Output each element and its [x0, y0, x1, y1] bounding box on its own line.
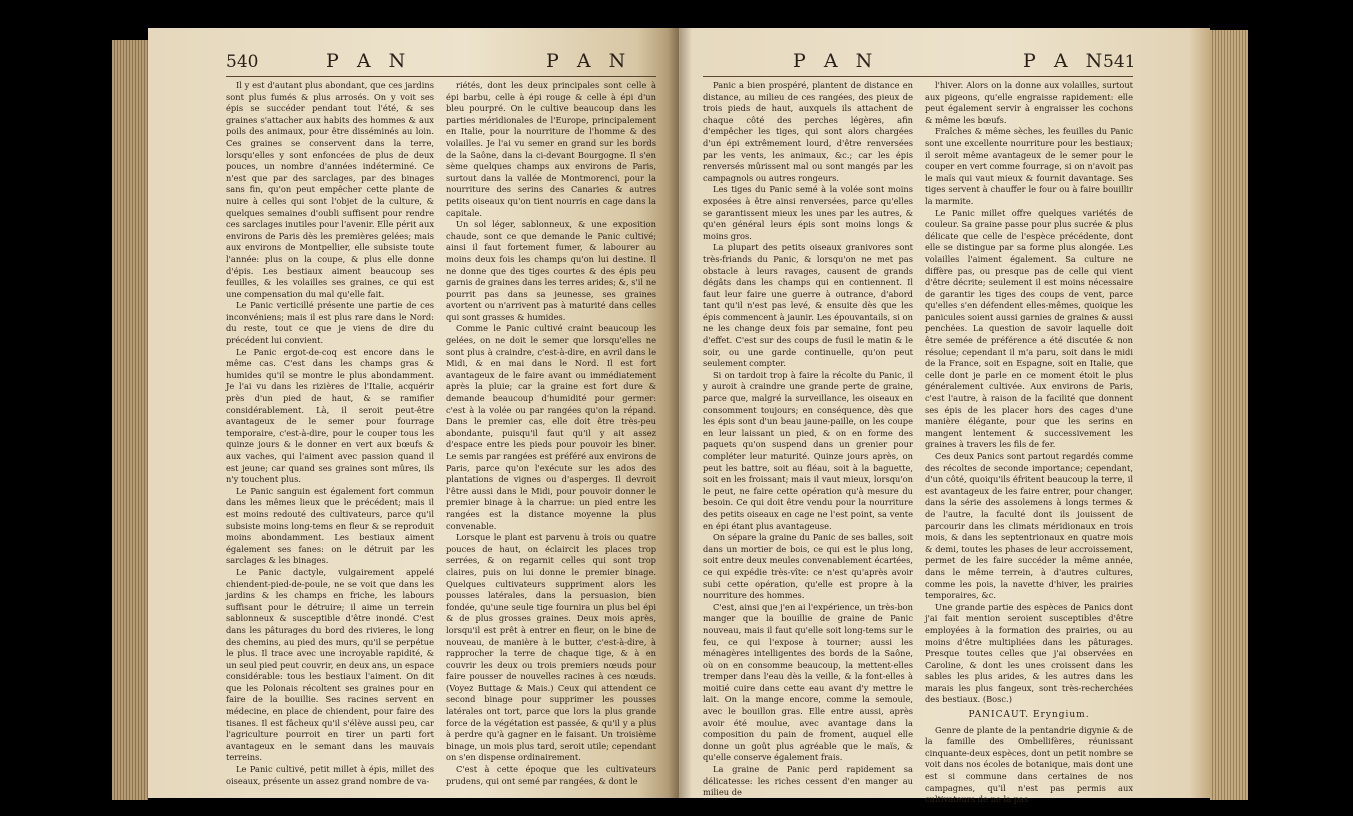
right-page	[679, 28, 1210, 805]
paragraph: Le Panic ergot-de-coq est encore dans le même cas. C'est dans les champs gras & humides qu'il se montre le plus abondamment. Je l'ai vu dans les rizières de l'Italie, acquérir près d'un pied de haut, & se ramifier considérablement. Là, il seroit peut-être avantageux de le semer pour fourrage temporaire, c'est-à-dire, pour le couper tous les quinze jours & le donner en vert aux bœufs & aux vaches, qui l'aiment avec passion quand il est jeune; car quand ses graines sont mûres, ils n'y touchent plus.	[226, 346, 434, 485]
paragraph: La graine de Panic perd rapidement sa délicatesse: les riches cessent d'en manger au milieu de	[703, 764, 913, 798]
paragraph: C'est à cette époque que les cultivateurs prudens, qui ont semé par rangées, & dont le	[446, 764, 656, 786]
paragraph: La plupart des petits oiseaux granivores sont très-friands du Panic, & lorsqu'on ne met pas obstacle à leurs ravages, causent de grands dégâts dans les champs qui en contiennent. Il faut leur faire une guerre à outrance, d'abord tant qu'il n'est pas levé, & ensuite dès que les épis commencent à jaunir. Les épouvantails, si on ne les change deux fois par semaine, font peu d'effet. C'est sur des coups de fusil le matin & le soir, ou une garde continuelle, qu'on peut seulement compter.	[703, 242, 913, 369]
paragraph: Le Panic cultivé, petit millet à épis, millet des oiseaux, présente un assez grand nombre de va-	[226, 764, 434, 786]
paragraph: l'hiver. Alors on la donne aux volailles, surtout aux pigeons, qu'elle engraisse rapidement: elle peut également servir à engraisser les cochons & même les bœufs.	[925, 80, 1133, 125]
paragraph: Si on tardoit trop à faire la récolte du Panic, il y auroit à craindre une grande perte de graine, parce que, malgré la surveillance, les oiseaux en consomment toujours; en conséquence, dès que les épis sont d'un beau jaune-paille, on les coupe en leur laissant un pied, & on en forme des paquets qu'on suspend dans un grenier pour compléter leur maturité. Quinze jours après, on peut les battre, soit au fléau, soit à la baguette, soit en les froissant; mais il vaut mieux, lorsqu'on le peut, ne faire cette opération qu'à mesure du besoin. Ce qui doit être vendu pour la nourriture des petits oiseaux en cage ne l'est point, sa vente en épi étant plus avantageuse.	[703, 369, 913, 531]
paragraph: Ces deux Panics sont partout regardés comme des récoltes de seconde importance; cependant, d'un côté, quoiqu'ils éfritent beaucoup la terre, il est avantageux de les faire entrer, pour changer, dans la série des assolemens à longs termes & de l'autre, la faculté dont ils jouissent de parcourir dans les climats méridionaux en trois mois, & dans les septentrionaux en quatre mois & demi, toutes les phases de leur accroissement, permet de les faire succéder la même année, dans le même terrein, à d'autres cultures, comme les pois, la navette d'hiver, les prairies temporaires, &c.	[925, 451, 1133, 601]
left-head-pan-2: P A N	[546, 50, 632, 72]
right-column-1	[703, 80, 913, 798]
right-head-rule	[703, 76, 1133, 77]
right-running-head	[703, 50, 1136, 74]
paragraph: riétés, dont les deux principales sont celle à épi barbu, celle à épi rouge & celle à épi d'un bleu pourpré. On le cultive beaucoup dans les parties méridionales de l'Europe, principalement en Italie, pour la nourriture de l'homme & des volailles. Je l'ai vu semer en grand sur les bords de la Saône, dans la ci-devant Bourgogne. Il s'en sème quelques champs aux environs de Paris, surtout dans la vallée de Montmorenci, pour la nourriture des serins des Canaries & autres petits oiseaux qu'on tient nourris en cage dans la capitale.	[446, 80, 656, 218]
left-column-2	[446, 80, 656, 785]
right-fore-edge	[1210, 30, 1248, 800]
right-page-number: 541	[1103, 52, 1136, 72]
paragraph: Un sol léger, sablonneux, & une exposition chaude, sont ce que demande le Panic cultivé; ainsi il faut fortement fumer, & labourer au moins deux fois les champs qu'on lui destine. Il ne donne que des tiges courtes & des épis peu garnis de graines dans les terres arides; &, s'il ne pourrit pas dans sa jeunesse, ses graines avortent ou n'arrivent pas à maturité dans celles qui sont grasses & humides.	[446, 219, 656, 322]
paragraph: Le Panic sanguin est également fort commun dans les mêmes lieux que le précédent; mais il est moins redouté des cultivateurs, parce qu'il subsiste moins long-tems en fleur & se reproduit moins abondamment. Les bestiaux aiment également ses fanes: on le détruit par les sarclages & les binages.	[226, 485, 434, 566]
paragraph: Une grande partie des espèces de Panics dont j'ai fait mention seroient susceptibles d'être employées à la formation des prairies, ou au moins d'être multipliées dans les pâturages. Presque toutes celles que j'ai observées en Caroline, & dont les unes croissent dans les sables les plus arides, & les autres dans les marais les plus fangeux, sont très-recherchées des bestiaux. (Bosc.)	[925, 601, 1133, 705]
paragraph: Le Panic millet offre quelques variétés de couleur. Sa graine passe pour plus sucrée & plus délicate que celle de l'espèce précédente, dont elle se distingue par sa forme plus alongée. Les volailles l'aiment également. Sa culture ne diffère pas, ou presque pas de celle qui vient d'être décrite; seulement il est moins nécessaire de garantir les tiges des coups de vent, parce qu'elles s'en défendent elles-mêmes, quoique les panicules soient aussi garnies de graines & aussi penchées. La question de savoir laquelle doit être semée de préférence a été discutée & non résolue; cependant il m'a paru, soit dans le midi de la France, soit en Espagne, soit en Italie, que celle dont je parle en ce moment étoit le plus généralement cultivée. Aux environs de Paris, c'est l'autre, à raison de la facilité que donnent ses épis de les placer hors des cages d'une manière élégante, pour que les serins en mangent lentement & successivement les graines à travers les fils de fer.	[925, 207, 1133, 450]
paragraph: Comme le Panic cultivé craint beaucoup les gelées, on ne doit le semer que lorsqu'elles ne sont plus à craindre, c'est-à-dire, en avril dans le Midi, & en mai dans le Nord. Il est fort avantageux de le faire avant ou immédiatement après la pluie; car la graine est fort dure & demande beaucoup d'humidité pour germer: c'est à la volée ou par rangées qu'on la répand. Dans le premier cas, elle doit être très-peu abondante, puisqu'il faut qu'il y ait assez d'espace entre les pieds pour pouvoir les biner. Le semis par rangées est préféré aux environs de Paris, parce qu'on l'exécute sur les ados des plantations de vignes ou d'asperges. Il devroit l'être aussi dans le Midi, pour pouvoir donner le premier binage à la charrue: un pied entre les rangées est la distance moyenne la plus convenable.	[446, 323, 656, 531]
left-head-pan-1: P A N	[326, 50, 412, 72]
paragraph: C'est, ainsi que j'en ai l'expérience, un très-bon manger que la bouillie de graine de Panic nouveau, mais il faut qu'elle soit long-tems sur le feu, ce qui l'expose à tourner; aussi les ménagères intelligentes des bords de la Saône, où on en consomme beaucoup, la mettent-elles tremper dans l'eau dès la veille, & la font-elles à moitié cuire dans cette eau avant d'y mettre le lait. On la mange encore, comme la semoule, avec le bouillon gras. Elle entre aussi, après avoir été moulue, avec avantage dans la composition du pain de froment, auquel elle donne un goût plus agréable que le maïs, & qu'elle conserve également frais.	[703, 601, 913, 763]
right-head-pan-2: P A N	[1023, 50, 1109, 72]
book-gutter	[668, 28, 692, 798]
left-head-rule	[226, 76, 656, 77]
paragraph: Il y est d'autant plus abondant, que ces jardins sont plus fumés & plus arrosés. On y voit ses épis se succéder pendant tout l'été, & ses graines s'attacher aux habits des hommes & aux poils des animaux, pour être disséminés au loin. Ces graines se conservent dans la terre, lorsqu'elles y sont enfoncées de plus de deux pouces, un nombre d'années indéterminé. Ce n'est que par des sarclages, par des binages sans fin, qu'on peut empêcher cette plante de nuire à celles qui sont l'objet de la culture, & quelques semaines d'oubli suffisent pour rendre ces sarclages inutiles pour l'avenir. Elle périt aux environs de Paris dès les premières gelées; mais aux environs de Montpellier, elle subsiste toute l'année: plus on la coupe, & plus elle donne d'épis. Les bestiaux aiment beaucoup ses feuilles, & les volailles ses graines, ce qui est une compensation du mal qu'elle fait.	[226, 80, 434, 299]
left-fore-edge	[112, 40, 148, 800]
paragraph: Le Panic verticillé présente une partie de ces inconvéniens; mais il est plus rare dans le Nord: du reste, tout ce que je viens de dire du précédent lui convient.	[226, 300, 434, 346]
entry-title-panicaut: PANICAUT. Eryngium.	[968, 710, 1090, 721]
open-book	[148, 28, 1210, 805]
left-running-head	[226, 50, 656, 74]
left-page	[148, 28, 679, 798]
paragraph: Les tiges du Panic semé à la volée sont moins exposées à être ainsi renversées, parce qu'elles se garantissent mieux les unes par les autres, & qu'en général leurs épis sont moins longs & moins gros.	[703, 184, 913, 241]
left-page-number: 540	[226, 52, 259, 72]
paragraph: Fraîches & même sèches, les feuilles du Panic sont une excellente nourriture pour les bestiaux; il seroit même avantageux de le semer pour le couper en vert comme fourrage, si on n'avoit pas le maïs qui vaut mieux & fournit davantage. Ses tiges servent à chauffer le four ou à faire bouillir la marmite.	[925, 126, 1133, 206]
paragraph: Lorsque le plant est parvenu à trois ou quatre pouces de haut, on éclaircit les places trop serrées, & on regarnit celles qui sont trop claires, puis on lui donne le premier binage. Quelques cultivateurs suppriment alors les pousses latérales, dans la persuasion, bien fondée, qu'une seule tige fournira un plus bel épi & de plus grosses graines. Deux mois après, lorsqu'il est prêt à entrer en fleur, on le bine de nouveau, de manière à le butter, c'est-à-dire, à rapprocher la terre de chaque tige, & à en couvrir les deux ou trois premiers nœuds pour faire pousser de nouvelles racines à ces nœuds. (Voyez Buttage & Mais.) Ceux qui attendent ce second binage pour supprimer les pousses latérales ont tort, parce que lors la plus grande force de la végétation est passée, & qu'il y a plus à perdre qu'à gagner en le faisant. Un troisième binage, un mois plus tard, seroit utile; cependant on s'en dispense ordinairement.	[446, 532, 656, 763]
paragraph: Le Panic dactyle, vulgairement appelé chiendent-pied-de-poule, ne se voit que dans les jardins & les champs en friche, les labours suffisant pour le détruire; il aime un terrein sablonneux & susceptible d'être inondé. C'est dans les pâturages du bord des rivieres, le long des chemins, au pied des murs, qu'il se perpétue le plus. Il trace avec une incroyable rapidité, & un seul pied peut couvrir, en deux ans, un espace considérable: tous les bestiaux l'aiment. On dit que les Polonais récoltent ses graines pour en faire de la bouillie. Ses racines servent en médecine, en place de chiendent, pour faire des tisanes. Il est fâcheux qu'il s'élève aussi peu, car l'agriculture pourroit en tirer un parti fort avantageux en le semant dans les mauvais terreins.	[226, 566, 435, 763]
left-column-1	[226, 80, 434, 785]
right-head-pan-1: P A N	[793, 50, 879, 72]
paragraph: Genre de plante de la pentandrie digynie & de la famille des Ombellifères, réunissant cinquante-deux espèces, dont un petit nombre se voit dans nos écoles de botanique, mais dont une est si commune dans certaines de nos campagnes, qu'il n'est pas permis aux cultivateurs de ne la pas	[925, 724, 1133, 805]
paragraph: Panic a bien prospéré, plantent de distance en distance, au milieu de ces rangées, des pieux de trois pieds de haut, auxquels ils attachent de chaque côté des perches légères, afin d'empêcher les tiges, qui sont alors chargées d'un épi extrêmement lourd, d'être renversées par les vents, les animaux, &c.; car les épis renversés mûrissent mal ou sont mangés par les campagnols ou autres rongeurs.	[703, 80, 913, 183]
paragraph: On sépare la graine du Panic de ses balles, soit dans un mortier de bois, ce qui est le plus long, soit entre deux meules convenablement écartées, ce qui expédie très-vîte: ce n'est qu'après avoir subi cette opération, qu'elle est propre à la nourriture des hommes.	[703, 532, 913, 601]
right-column-2	[925, 80, 1133, 805]
